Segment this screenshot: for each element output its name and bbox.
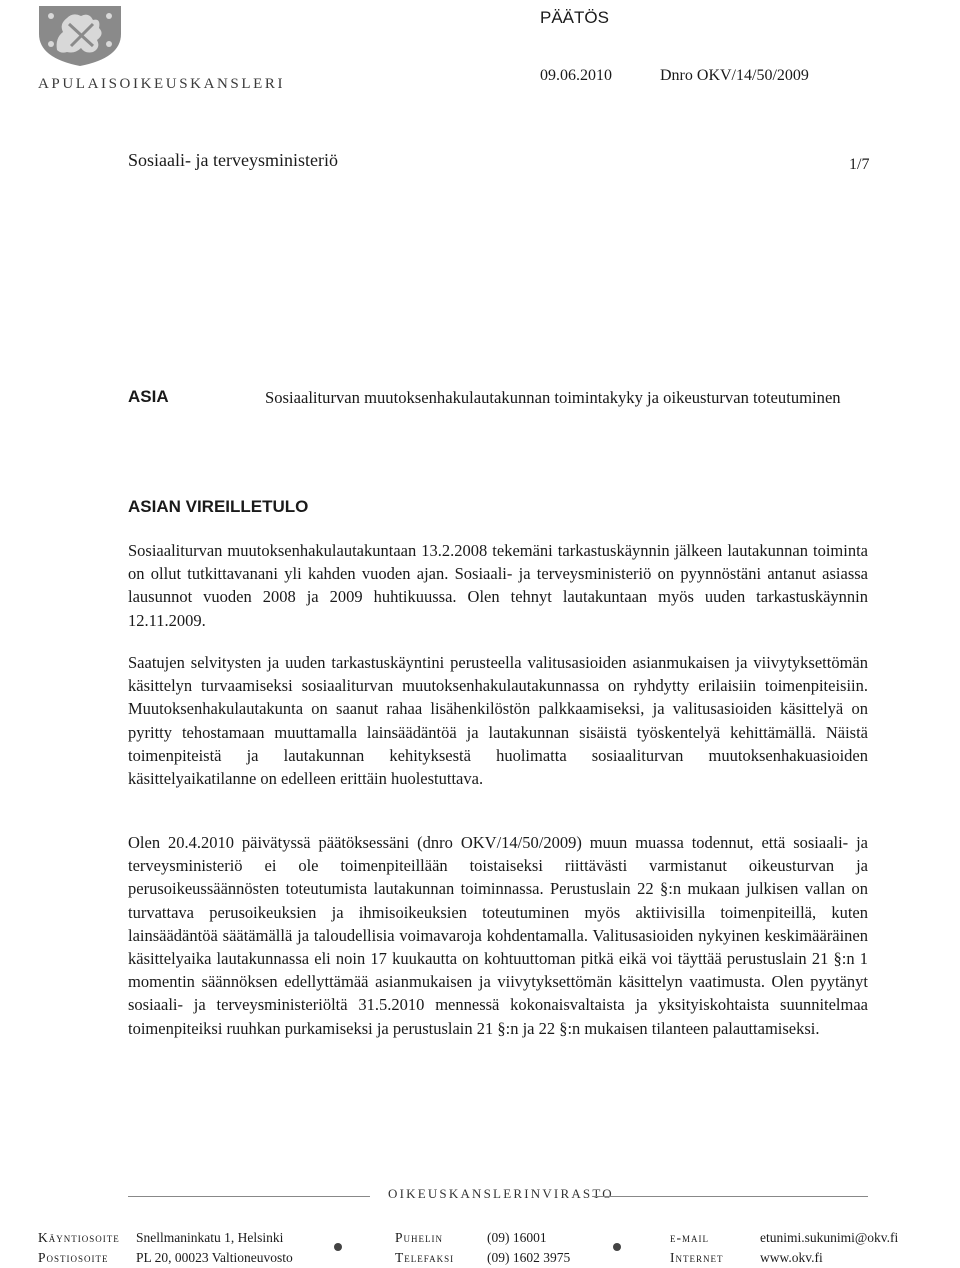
body-paragraph: Saatujen selvitysten ja uuden tarkastuskäyntini perusteella valitusasioiden asianmukaisen ja viivytyksettömän käsittelyn turvaamiseksi sosiaaliturvan muutoksenhakulautakunnassa on ryhdytty erilaisiin toimenpiteisiin. Muutoksenhakulautakunta on saanut rahaa lisähenkilöstön palkkaamiseksi, ja valitusasioiden käsittelyä on pyritty tehostamaan muuttamalla lainsäädäntöä ja lautakunnan sisäistä työskentelyä kehittämällä. Näistä toimenpiteistä ja lautakunnan kehityksestä huolimatta sosiaaliturvan muutoksenhakuasioiden käsittelyaikatilanne on edelleen erittäin huolestuttava. (128, 653, 868, 789)
visit-address: Snellmaninkatu 1, Helsinki (136, 1230, 284, 1245)
subject-text: Sosiaaliturvan muutoksenhakulautakunnan toimintakyky ja oikeusturvan toteutuminen (265, 388, 841, 407)
bullet-icon (334, 1243, 342, 1251)
postal-address-label: Postiosoite (38, 1250, 109, 1265)
body-paragraph: Sosiaaliturvan muutoksenhakulautakuntaan 13.2.2008 tekemäni tarkastuskäynnin jälkeen lautakunnan toiminta on ollut tutkittavanani yli kahden vuoden ajan. Sosiaali- ja terveysministeriö on pyynnöstäni antanut asiassa lausunnot vuoden 2008 ja 2009 huhtikuussa. Olen tehnyt lautakuntaan myös uuden tarkastuskäynnin 12.11.2009. (128, 541, 868, 630)
footer-organization: OIKEUSKANSLERINVIRASTO (388, 1186, 614, 1201)
subject-label: ASIA (128, 387, 169, 406)
coat-of-arms-logo (35, 4, 125, 68)
bullet-icon (613, 1243, 621, 1251)
footer-divider-left (128, 1196, 370, 1197)
organization-name: APULAISOIKEUSKANSLERI (38, 76, 286, 92)
internet-label: Internet (670, 1250, 724, 1265)
fax-number: (09) 1602 3975 (487, 1250, 571, 1265)
section-heading: ASIAN VIREILLETULO (128, 497, 309, 516)
phone-number: (09) 16001 (487, 1230, 547, 1245)
phone-label: Puhelin (395, 1230, 443, 1245)
body-paragraph: Olen 20.4.2010 päivätyssä päätöksessäni (dnro OKV/14/50/2009) muun muassa todennut, että sosiaali- ja terveysministeriö ei ole toimenpiteillään toistaiseksi riittävästi varmistanut oikeusturvan ja perusoikeussäännösten toteutumista lautakunnan toiminnassa. Perustuslain 22 §:n mukaan julkisen vallan on turvattava perusoikeuksien ja ihmisoikeuksien toteutuminen myös aktiivisilla toimenpiteillä, kuten lainsäädäntöä säätämällä ja taloudellisia voimavaroja kohdentamalla. Valitusasioiden nykyinen keskimääräinen käsittelyaika lautakunnassa eli noin 17 kuukautta on kohtuuttoman pitkä eikä voi täyttää perustuslain 21 §:n 1 momentin säännöksen edellyttämää asianmukaisen ja viivytyksettömän käsittelyn vaatimusta. Olen pyytänyt sosiaali- ja terveysministeriöltä 31.5.2010 mennessä kokonaisvaltaista ja yksityiskohtaista suunnitelmaa toimenpiteiksi ruuhkan purkamiseksi ja perustuslain 21 §:n ja 22 §:n mukaisen tilanteen palauttamiseksi. (128, 833, 868, 1038)
fax-label: Telefaksi (395, 1250, 455, 1265)
email-label: e-mail (670, 1230, 709, 1245)
footer-divider-right (592, 1196, 868, 1197)
document-date: 09.06.2010 (540, 67, 612, 84)
postal-address: PL 20, 00023 Valtioneuvosto (136, 1250, 293, 1265)
email-address[interactable]: etunimi.sukunimi@okv.fi (760, 1230, 899, 1245)
document-reference: Dnro OKV/14/50/2009 (660, 67, 809, 84)
website-link[interactable]: www.okv.fi (760, 1250, 823, 1265)
page-number: 1/7 (849, 156, 870, 173)
document-type: PÄÄTÖS (540, 8, 609, 27)
recipient: Sosiaali- ja terveysministeriö (128, 150, 338, 170)
visit-address-label: Käyntiosoite (38, 1230, 120, 1245)
